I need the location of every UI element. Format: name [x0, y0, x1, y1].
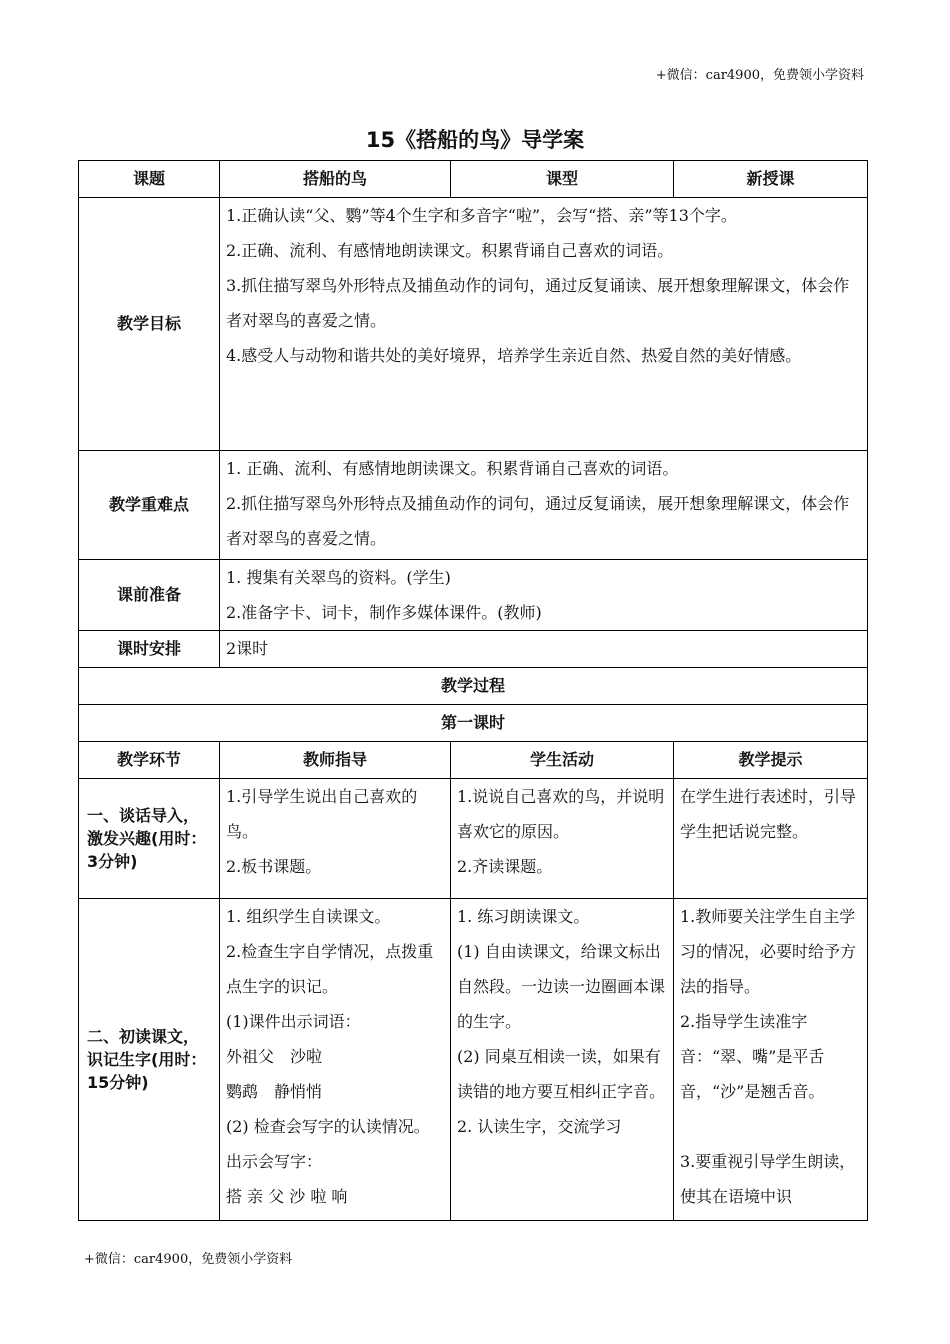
column-header: 教师指导	[220, 742, 451, 779]
lesson-title: 第一课时	[79, 705, 868, 742]
section-row	[79, 779, 868, 899]
teacher-item: (1)课件出示词语：	[226, 1012, 361, 1031]
tip-item: 在学生进行表述时，引导学生把话说完整。	[680, 787, 857, 841]
tip-item: 3.要重视引导学生朗读，使其在语境中识	[680, 1152, 856, 1206]
objectives-content	[220, 198, 868, 451]
objective-item: 1.正确认读“父、鹦”等4个生字和多音字“啦”，会写“搭、亲”等13个字。	[226, 206, 737, 225]
key-points-content	[220, 451, 868, 560]
objective-item: 2.正确、流利、有感情地朗读课文。积累背诵自己喜欢的词语。	[226, 241, 674, 260]
teaching-tips	[674, 899, 868, 1221]
key-point-item: 2.抓住描写翠鸟外形特点及捕鱼动作的词句，通过反复诵读，展开想象理解课文，体会作者对翠鸟的喜爱之情。	[226, 494, 850, 548]
teacher-guidance	[220, 779, 451, 899]
type-label: 课型	[451, 161, 674, 198]
section-row	[79, 899, 868, 1221]
topic-value: 搭船的鸟	[220, 161, 451, 198]
column-header: 教学提示	[674, 742, 868, 779]
section-name: 一、谈话导入，激发兴趣(用时：3分钟)	[79, 779, 220, 899]
key-point-item: 1. 正确、流利、有感情地朗读课文。积累背诵自己喜欢的词语。	[226, 459, 679, 478]
preparation-item: 2.准备字卡、词卡，制作多媒体课件。(教师)	[226, 603, 542, 622]
student-item: (1) 自由读课文，给课文标出自然段。一边读一边圈画本课的生字。	[457, 942, 666, 1031]
student-activity	[451, 899, 674, 1221]
schedule-row	[79, 631, 868, 668]
schedule-value: 2课时	[220, 631, 868, 668]
topic-label: 课题	[79, 161, 220, 198]
student-item: 1.说说自己喜欢的鸟，并说明喜欢它的原因。	[457, 787, 665, 841]
teacher-item: 外祖父 沙啦	[226, 1047, 323, 1066]
header-note: +微信：car4900，免费领小学资料	[655, 68, 864, 83]
student-item: 2.齐读课题。	[457, 857, 553, 876]
column-header-row	[79, 742, 868, 779]
key-points-label: 教学重难点	[79, 451, 220, 560]
teacher-guidance	[220, 899, 451, 1221]
objectives-row	[79, 198, 868, 451]
objective-item: 3.抓住描写翠鸟外形特点及捕鱼动作的词句，通过反复诵读、展开想象理解课文，体会作者对翠鸟的喜爱之情。	[226, 276, 850, 330]
column-header: 教学环节	[79, 742, 220, 779]
teacher-item: 2.检查生字自学情况，点拨重点生字的识记。	[226, 942, 434, 996]
lesson-title-row	[79, 705, 868, 742]
student-item: 1. 练习朗读课文。	[457, 907, 590, 926]
lesson-plan-table	[78, 160, 868, 1221]
teaching-tips	[674, 779, 868, 899]
teacher-item: 鹦鹉 静悄悄	[226, 1082, 323, 1101]
student-item: (2) 同桌互相读一读，如果有读错的地方要互相纠正字音。	[457, 1047, 666, 1101]
teacher-item: 1.引导学生说出自己喜欢的鸟。	[226, 787, 418, 841]
section-name: 二、初读课文，识记生字(用时：15分钟)	[79, 899, 220, 1221]
key-points-row	[79, 451, 868, 560]
teacher-item: 1. 组织学生自读课文。	[226, 907, 391, 926]
info-row	[79, 161, 868, 198]
type-value: 新授课	[674, 161, 868, 198]
document-title: 15《搭船的鸟》导学案	[365, 128, 585, 152]
process-title: 教学过程	[79, 668, 868, 705]
footer-note: +微信：car4900，免费领小学资料	[84, 1252, 293, 1267]
student-activity	[451, 779, 674, 899]
preparation-item: 1. 搜集有关翠鸟的资料。(学生)	[226, 568, 451, 587]
tip-item: 1.教师要关注学生自主学习的情况，必要时给予方法的指导。	[680, 907, 857, 996]
objective-item: 4.感受人与动物和谐共处的美好境界，培养学生亲近自然、热爱自然的美好情感。	[226, 346, 802, 365]
column-header: 学生活动	[451, 742, 674, 779]
preparation-content	[220, 560, 868, 631]
teacher-item: 2.板书课题。	[226, 857, 322, 876]
teacher-item: (2) 检查会写字的认读情况。出示会写字：	[226, 1117, 430, 1171]
preparation-label: 课前准备	[79, 560, 220, 631]
tip-item: 2.指导学生读准字音：“翠、嘴”是平舌音，“沙”是翘舌音。	[680, 1012, 825, 1101]
objectives-label: 教学目标	[79, 198, 220, 451]
process-title-row	[79, 668, 868, 705]
teacher-item: 搭 亲 父 沙 啦 响	[226, 1187, 348, 1206]
schedule-label: 课时安排	[79, 631, 220, 668]
preparation-row	[79, 560, 868, 631]
student-item: 2. 认读生字，交流学习	[457, 1117, 622, 1136]
tip-spacer	[680, 1109, 861, 1144]
